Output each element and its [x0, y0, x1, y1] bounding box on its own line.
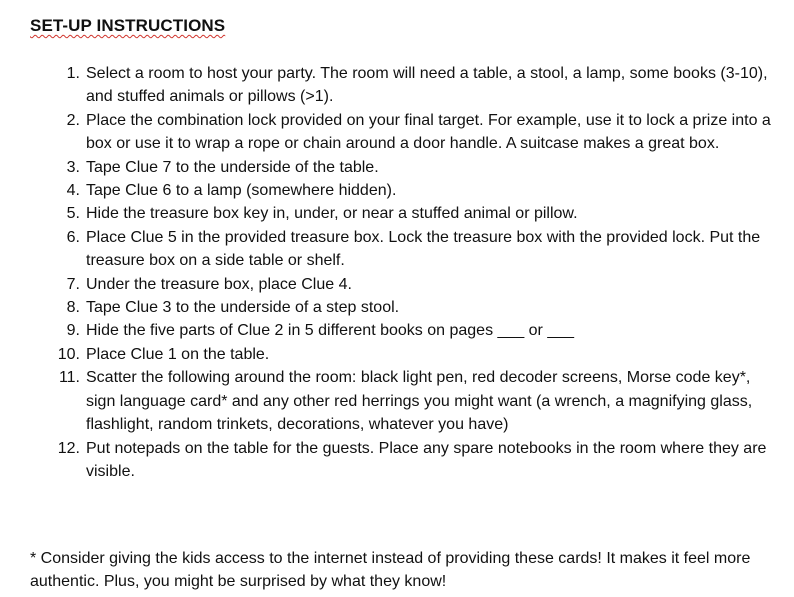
item-number: 11.: [58, 369, 80, 387]
item-number: 8.: [66, 299, 80, 317]
list-item: [51, 226, 771, 273]
item-text: Put notepads on the table for the guests. Place any spare notebooks in the room where they are visible.: [86, 439, 771, 480]
item-number: 7.: [66, 275, 80, 293]
list-item: [51, 366, 771, 436]
item-text: Under the treasure box, place Clue 4.: [86, 275, 352, 293]
item-number: 1.: [66, 65, 80, 82]
item-text: Scatter the following around the room: black light pen, red decoder screens, Morse code key*, sign language card* and any other red herrings you might want (a wrench, a magnifying glass, flashlight, random trinkets, decorations, whatever you have): [86, 369, 757, 434]
list-item: [51, 273, 771, 296]
title-text: SET-UP INSTRUCTIONS: [30, 16, 226, 35]
list-item: [51, 343, 771, 366]
list-item: [51, 437, 771, 484]
item-text: Hide the five parts of Clue 2 in 5 different books on pages ___ or ___: [86, 322, 575, 340]
list-item: [51, 109, 776, 156]
list-item: [51, 62, 771, 109]
list-item: [51, 296, 771, 319]
item-text: Tape Clue 7 to the underside of the table.: [86, 158, 379, 176]
list-item: [51, 156, 771, 179]
list-item: [51, 202, 771, 225]
item-number: 9.: [66, 322, 80, 340]
footnote: * Consider giving the kids access to the internet instead of providing these cards! It makes it feel more authentic. Plus, you might be surprised by what they know!: [30, 550, 751, 591]
list-item: [51, 179, 771, 202]
item-number: 10.: [57, 345, 80, 363]
list-item: [51, 319, 771, 342]
item-number: 2.: [66, 111, 80, 129]
item-text: Place Clue 1 on the table.: [86, 345, 270, 363]
item-number: 4.: [66, 182, 80, 200]
page-title: [30, 16, 225, 36]
item-number: 6.: [66, 228, 80, 246]
instruction-list: [51, 62, 776, 483]
item-number: 12.: [57, 439, 80, 457]
item-number: 3.: [66, 158, 80, 176]
item-text: Place Clue 5 in the provided treasure box. Lock the treasure box with the provided lock. Put the treasure box on a side table or shelf.: [86, 228, 765, 270]
item-text: Hide the treasure box key in, under, or near a stuffed animal or pillow.: [86, 205, 578, 223]
item-number: 5.: [66, 205, 80, 223]
item-text: Place the combination lock provided on your final target. For example, use it to lock a prize into a box or use it to wrap a rope or chain around a door handle. A suitcase makes a great box.: [86, 111, 776, 153]
item-text: Select a room to host your party. The room will need a table, a stool, a lamp, some books (3-10), and stuffed animals or pillows (>1).: [86, 65, 772, 106]
item-text: Tape Clue 3 to the underside of a step stool.: [86, 299, 400, 317]
item-text: Tape Clue 6 to a lamp (somewhere hidden).: [86, 182, 397, 200]
